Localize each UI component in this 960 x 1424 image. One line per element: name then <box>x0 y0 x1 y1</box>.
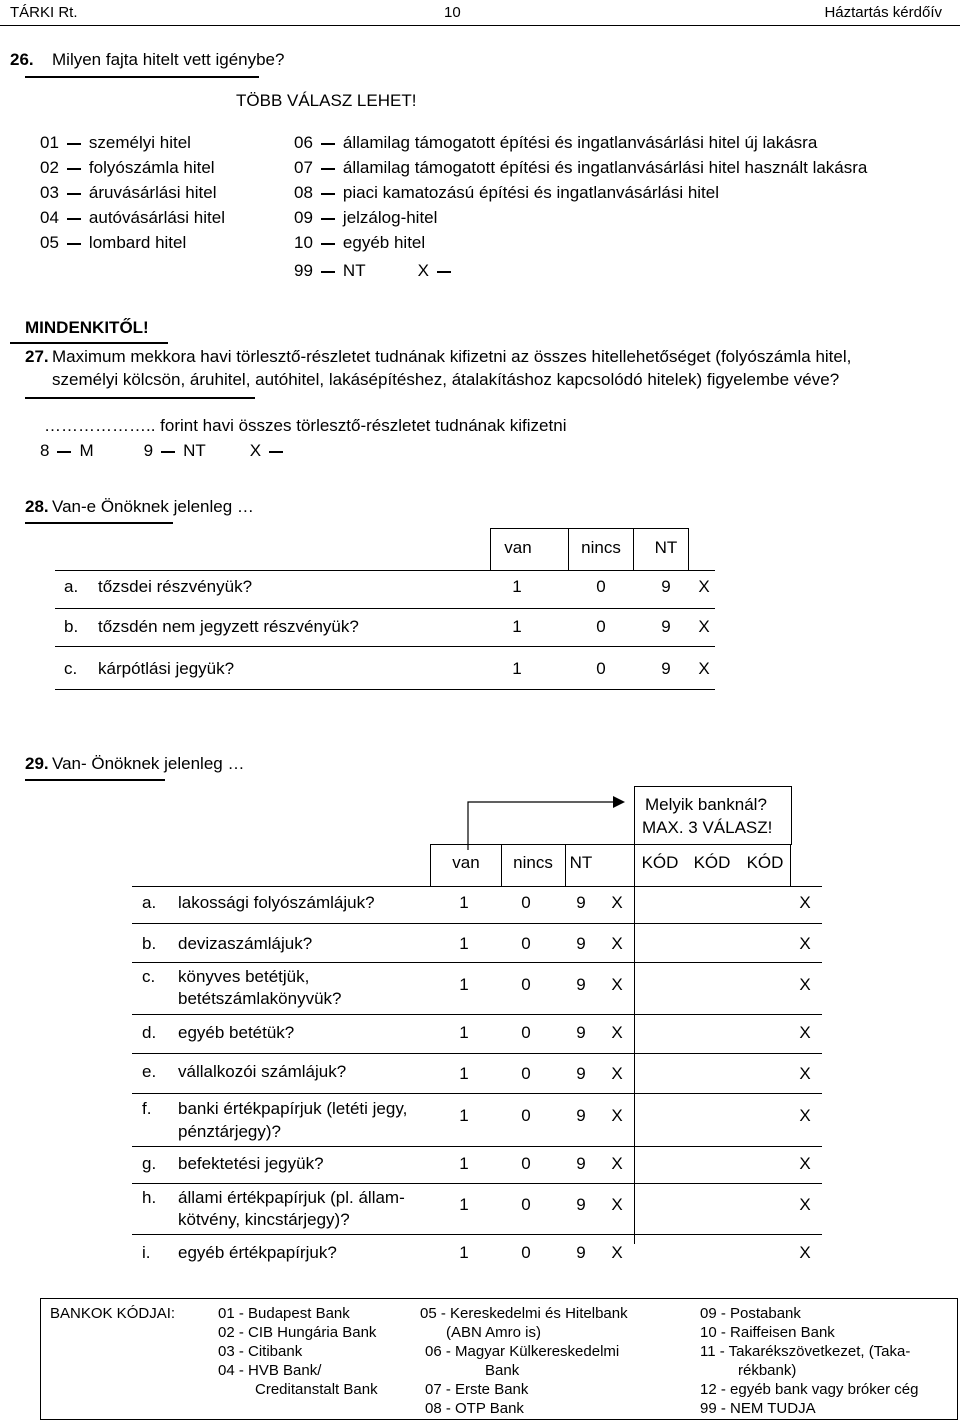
q29-b-x[interactable]: X <box>611 934 623 953</box>
q29-e-bank-x[interactable]: X <box>799 1064 811 1083</box>
q26-option-10[interactable]: 10 egyéb hitel <box>294 233 426 252</box>
q29-e-nt[interactable]: 9 <box>576 1064 586 1083</box>
q29-g-nt[interactable]: 9 <box>576 1154 586 1173</box>
q28-a-nincs[interactable]: 0 <box>596 577 606 596</box>
bank-code-06-cont: Bank <box>485 1362 520 1379</box>
q29-d-nincs[interactable]: 0 <box>521 1023 531 1042</box>
q27-answer-line[interactable]: ……………….. forint havi összes törlesztő-részletet tudnának kifizetni <box>44 416 567 435</box>
q29-a-van[interactable]: 1 <box>459 893 469 912</box>
q26-option-06[interactable]: 06 államilag támogatott építési és ingatlanvásárlási hitel új lakásra <box>294 133 818 152</box>
q29-a-x[interactable]: X <box>611 893 623 912</box>
q28-rule <box>25 522 173 524</box>
q29-e-nincs[interactable]: 0 <box>521 1064 531 1083</box>
q29-f-van[interactable]: 1 <box>459 1106 469 1125</box>
q28-b-van[interactable]: 1 <box>512 617 522 636</box>
bank-code-05-cont: (ABN Amro is) <box>446 1324 542 1341</box>
bank-code-05: 05 - Kereskedelmi és Hitelbank <box>420 1305 628 1322</box>
q29-g-van[interactable]: 1 <box>459 1154 469 1173</box>
q29-header-nt: NT <box>569 853 593 872</box>
q29-h-van[interactable]: 1 <box>459 1195 469 1214</box>
q29-b-nincs[interactable]: 0 <box>521 934 531 953</box>
q29-header-nincs: nincs <box>513 853 553 872</box>
header-left: TÁRKI Rt. <box>10 4 78 21</box>
page-number: 10 <box>444 4 461 21</box>
q29-a-bank-x[interactable]: X <box>799 893 811 912</box>
q26-option-03[interactable]: 03 áruvásárlási hitel <box>40 183 217 202</box>
q29-h-bank-x[interactable]: X <box>799 1195 811 1214</box>
q28-c-nincs[interactable]: 0 <box>596 659 606 678</box>
q26-option-07[interactable]: 07 államilag támogatott építési és ingatlanvásárlási hitel használt lakásra <box>294 158 868 177</box>
q27-text-line2: személyi kölcsön, áruhitel, autóhitel, lakásépítéshez, átalakításhoz kapcsolódó hitelek) figyelembe véve? <box>52 370 840 389</box>
q29-f-nt[interactable]: 9 <box>576 1106 586 1125</box>
q29-d-van[interactable]: 1 <box>459 1023 469 1042</box>
q26-text: Milyen fajta hitelt vett igénybe? <box>52 50 285 69</box>
q28-text: Van-e Önöknek jelenleg … <box>52 497 254 516</box>
bank-code-02: 02 - CIB Hungária Bank <box>218 1324 377 1341</box>
q29-i-bank-x[interactable]: X <box>799 1243 811 1262</box>
q29-h-nt[interactable]: 9 <box>576 1195 586 1214</box>
q27-text-line1: Maximum mekkora havi törlesztő-részletet tudnának kifizetni az összes hitellehetőséget (folyószámla hitel, <box>52 347 852 366</box>
q26-option-99[interactable]: 99 NT X <box>294 261 459 281</box>
q29-h-x[interactable]: X <box>611 1195 623 1214</box>
q29-c-x[interactable]: X <box>611 975 623 994</box>
q29-number: 29. <box>25 754 49 773</box>
q29-f-nincs[interactable]: 0 <box>521 1106 531 1125</box>
q29-b-van[interactable]: 1 <box>459 934 469 953</box>
q26-option-04[interactable]: 04 autóvásárlási hitel <box>40 208 225 227</box>
q28-c-x[interactable]: X <box>698 659 710 678</box>
q29-header-kod3: KÓD <box>746 853 784 872</box>
q28-header-van: van <box>504 538 532 557</box>
q29-c-nt[interactable]: 9 <box>576 975 586 994</box>
q26-rule <box>25 76 259 78</box>
header-rule <box>0 25 960 26</box>
routing-arrow-icon <box>460 790 640 852</box>
q29-b-bank-x[interactable]: X <box>799 934 811 953</box>
q29-e-van[interactable]: 1 <box>459 1064 469 1083</box>
q26-option-05[interactable]: 05 lombard hitel <box>40 233 187 252</box>
q27-rule <box>25 397 255 399</box>
bank-code-01: 01 - Budapest Bank <box>218 1305 350 1322</box>
q29-i-x[interactable]: X <box>611 1243 623 1262</box>
q29-text: Van- Önöknek jelenleg … <box>52 754 245 773</box>
q29-d-x[interactable]: X <box>611 1023 623 1042</box>
bank-code-08: 08 - OTP Bank <box>425 1400 524 1417</box>
q27-instruction: MINDENKITŐL! <box>25 318 149 337</box>
bank-codes-title: BANKOK KÓDJAI: <box>50 1305 176 1322</box>
q29-i-nincs[interactable]: 0 <box>521 1243 531 1262</box>
q29-header-kod2: KÓD <box>693 853 731 872</box>
q28-header-nincs: nincs <box>581 538 621 557</box>
q28-b-nincs[interactable]: 0 <box>596 617 606 636</box>
bank-code-09: 09 - Postabank <box>700 1305 801 1322</box>
q29-f-bank-x[interactable]: X <box>799 1106 811 1125</box>
q28-header-nt: NT <box>654 538 678 557</box>
bank-code-07: 07 - Erste Bank <box>425 1381 529 1398</box>
q29-i-van[interactable]: 1 <box>459 1243 469 1262</box>
bank-question: Melyik banknál? <box>645 795 767 814</box>
bank-code-06: 06 - Magyar Külkereskedelmi <box>425 1343 620 1360</box>
q26-option-09[interactable]: 09 jelzálog-hitel <box>294 208 438 227</box>
q29-rule <box>25 779 165 781</box>
q27-codes: 8 M 9 NT X <box>40 441 291 461</box>
q29-b-nt[interactable]: 9 <box>576 934 586 953</box>
q29-c-nincs[interactable]: 0 <box>521 975 531 994</box>
header-right: Háztartás kérdőív <box>824 4 942 21</box>
q28-number: 28. <box>25 497 49 516</box>
bank-code-03: 03 - Citibank <box>218 1343 303 1360</box>
q27-number: 27. <box>25 347 49 366</box>
q28-a-x[interactable]: X <box>698 577 710 596</box>
q28-a-nt[interactable]: 9 <box>661 577 671 596</box>
q29-g-x[interactable]: X <box>611 1154 623 1173</box>
q29-d-bank-x[interactable]: X <box>799 1023 811 1042</box>
bank-code-99: 99 - NEM TUDJA <box>700 1400 816 1417</box>
q28-b-nt[interactable]: 9 <box>661 617 671 636</box>
q26-option-02[interactable]: 02 folyószámla hitel <box>40 158 215 177</box>
q26-instruction: TÖBB VÁLASZ LEHET! <box>236 91 417 110</box>
q29-header-kod1: KÓD <box>641 853 679 872</box>
bank-code-11-cont: rékbank) <box>738 1362 797 1379</box>
q29-i-nt[interactable]: 9 <box>576 1243 586 1262</box>
bank-code-11: 11 - Takarékszövetkezet, (Taka- <box>700 1343 911 1360</box>
q26-option-01[interactable]: 01 személyi hitel <box>40 133 191 152</box>
q26-number: 26. <box>10 50 34 69</box>
bank-code-10: 10 - Raiffeisen Bank <box>700 1324 835 1341</box>
bank-code-04: 04 - HVB Bank/ <box>218 1362 322 1379</box>
q29-g-nincs[interactable]: 0 <box>521 1154 531 1173</box>
q29-c-van[interactable]: 1 <box>459 975 469 994</box>
q29-d-nt[interactable]: 9 <box>576 1023 586 1042</box>
q29-g-bank-x[interactable]: X <box>799 1154 811 1173</box>
q29-f-x[interactable]: X <box>611 1106 623 1125</box>
q27-instruction-rule <box>10 342 168 344</box>
bank-code-04-cont: Creditanstalt Bank <box>255 1381 378 1398</box>
q29-a-nincs[interactable]: 0 <box>521 893 531 912</box>
bank-max-answers: MAX. 3 VÁLASZ! <box>642 818 773 837</box>
q29-header-van: van <box>452 853 480 872</box>
q28-c-nt[interactable]: 9 <box>661 659 671 678</box>
q29-c-bank-x[interactable]: X <box>799 975 811 994</box>
q28-a-van[interactable]: 1 <box>512 577 522 596</box>
q28-b-x[interactable]: X <box>698 617 710 636</box>
q26-option-08[interactable]: 08 piaci kamatozású építési és ingatlanvásárlási hitel <box>294 183 720 202</box>
q29-h-nincs[interactable]: 0 <box>521 1195 531 1214</box>
bank-code-12: 12 - egyéb bank vagy bróker cég <box>700 1381 919 1398</box>
q28-c-van[interactable]: 1 <box>512 659 522 678</box>
q29-a-nt[interactable]: 9 <box>576 893 586 912</box>
q29-e-x[interactable]: X <box>611 1064 623 1083</box>
